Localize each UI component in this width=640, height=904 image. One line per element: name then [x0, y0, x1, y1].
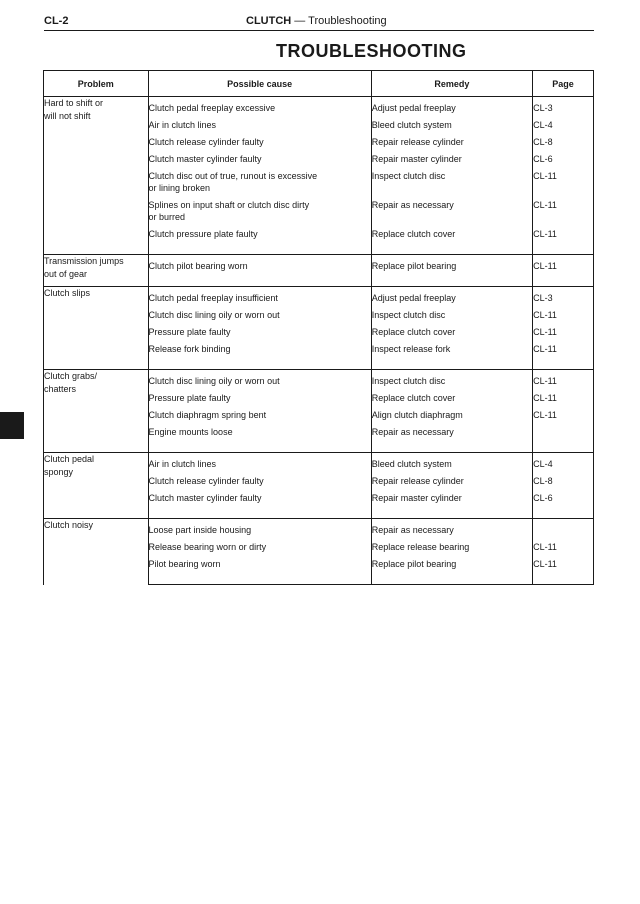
remedy-cell [371, 519, 532, 538]
page-number: CL-2 [44, 15, 69, 27]
cause-cell [148, 388, 371, 405]
cause-cell [148, 255, 371, 287]
cause-cell [148, 149, 371, 166]
column-header-page: Page [533, 71, 594, 97]
page-cell [533, 322, 594, 339]
page-cell [533, 471, 594, 488]
cause-cell [148, 322, 371, 339]
cause-cell [148, 519, 371, 538]
cause-cell-text: Clutch release cylinder faulty [148, 476, 264, 486]
cause-cell-text: Release fork binding [148, 344, 231, 354]
remedy-cell-text: Replace release bearing [371, 542, 470, 552]
page-cell [533, 388, 594, 405]
side-thumb-tab [0, 412, 24, 439]
remedy-cell [371, 537, 532, 554]
remedy-cell-text: Replace clutch cover [371, 229, 456, 239]
page-cell-text: CL-4 [533, 459, 553, 469]
table-body [44, 97, 594, 585]
cause-cell [148, 471, 371, 488]
cause-cell [148, 405, 371, 422]
remedy-cell-text: Repair master cylinder [371, 493, 462, 503]
remedy-cell-text: Replace clutch cover [371, 393, 456, 403]
page-cell-text [533, 422, 593, 440]
page-cell-text: CL-11 [533, 559, 557, 569]
page-cell-text: CL-11 [533, 344, 557, 354]
page-cell [533, 132, 594, 149]
page-cell [533, 519, 594, 538]
cause-cell-text: Clutch pressure plate faulty [148, 229, 258, 239]
problem-cell: Clutch grabs/ chatters [44, 370, 149, 453]
cause-cell-text: Clutch release cylinder faulty [148, 137, 264, 147]
remedy-cell [371, 388, 532, 405]
cause-cell-text: Pressure plate faulty [148, 327, 231, 337]
cause-cell [148, 453, 371, 472]
remedy-cell-text: Inspect release fork [371, 344, 451, 354]
table-header-row [44, 71, 594, 97]
remedy-cell [371, 255, 532, 287]
page-cell [533, 166, 594, 195]
remedy-cell-text: Inspect clutch disc [371, 171, 446, 181]
remedy-cell-text: Adjust pedal freeplay [371, 103, 456, 113]
remedy-cell-text: Replace clutch cover [371, 327, 456, 337]
remedy-cell [371, 405, 532, 422]
page-cell-text [533, 519, 593, 525]
page-cell-text: CL-11 [533, 327, 557, 337]
table-row [44, 370, 594, 389]
table-row [44, 287, 594, 306]
page-cell [533, 405, 594, 422]
remedy-cell [371, 471, 532, 488]
page-cell-text: CL-6 [533, 154, 553, 164]
cause-cell [148, 115, 371, 132]
page-cell-text: CL-11 [533, 310, 557, 320]
table-row [44, 519, 594, 538]
cause-cell [148, 195, 371, 224]
page-cell [533, 370, 594, 389]
cause-cell [148, 339, 371, 370]
section-name: CLUTCH [246, 15, 292, 27]
remedy-cell-text: Bleed clutch system [371, 120, 452, 130]
cause-cell [148, 370, 371, 389]
cause-cell-text: Clutch pilot bearing worn [148, 261, 248, 271]
remedy-cell [371, 132, 532, 149]
remedy-cell-text: Adjust pedal freeplay [371, 293, 456, 303]
cause-cell [148, 166, 371, 195]
remedy-cell-text: Repair release cylinder [371, 137, 464, 147]
cause-cell-text: Clutch pedal freeplay insufficient [148, 293, 278, 303]
header-rule [44, 30, 594, 31]
column-header-remedy: Remedy [371, 71, 532, 97]
page-cell [533, 453, 594, 472]
remedy-cell-text: Bleed clutch system [371, 459, 452, 469]
cause-cell-text: Clutch master cylinder faulty [148, 493, 262, 503]
remedy-cell [371, 453, 532, 472]
problem-cell: Clutch slips [44, 287, 149, 370]
remedy-cell [371, 422, 532, 453]
page-cell [533, 224, 594, 255]
cause-cell [148, 305, 371, 322]
page-cell [533, 422, 594, 453]
cause-cell-text: Loose part inside housing [148, 525, 252, 535]
remedy-cell [371, 166, 532, 195]
cause-cell-text: Clutch disc out of true, runout is excessive or lining broken [148, 171, 318, 193]
header-separator: — [291, 15, 309, 27]
cause-cell [148, 287, 371, 306]
remedy-cell-text: Align clutch diaphragm [371, 410, 463, 420]
page-cell [533, 97, 594, 116]
remedy-cell [371, 322, 532, 339]
page-cell [533, 255, 594, 287]
remedy-cell [371, 488, 532, 519]
running-header [246, 15, 387, 27]
cause-cell-text: Pilot bearing worn [148, 559, 221, 569]
page-cell-text: CL-11 [533, 410, 557, 420]
cause-cell [148, 97, 371, 116]
page-cell-text: CL-8 [533, 476, 553, 486]
remedy-cell-text: Replace pilot bearing [371, 559, 457, 569]
problem-cell: Transmission jumps out of gear [44, 255, 149, 287]
column-header-problem: Problem [44, 71, 149, 97]
cause-cell [148, 554, 371, 585]
remedy-cell-text: Repair as necessary [371, 427, 454, 437]
remedy-cell [371, 195, 532, 224]
table-row [44, 255, 594, 287]
page-cell [533, 287, 594, 306]
remedy-cell [371, 287, 532, 306]
remedy-cell [371, 305, 532, 322]
cause-cell-text: Air in clutch lines [148, 120, 217, 130]
remedy-cell-text: Repair release cylinder [371, 476, 464, 486]
cause-cell [148, 422, 371, 453]
remedy-cell [371, 554, 532, 585]
page-cell-text: CL-4 [533, 120, 553, 130]
remedy-cell [371, 115, 532, 132]
page-cell-text: CL-3 [533, 103, 553, 113]
cause-cell-text: Clutch disc lining oily or worn out [148, 310, 280, 320]
cause-cell-text: Engine mounts loose [148, 427, 233, 437]
page-cell [533, 339, 594, 370]
page-cell [533, 488, 594, 519]
remedy-cell-text: Replace pilot bearing [371, 261, 457, 271]
remedy-cell [371, 149, 532, 166]
page-cell [533, 115, 594, 132]
cause-cell-text: Splines on input shaft or clutch disc dirty or burred [148, 200, 310, 222]
remedy-cell-text: Inspect clutch disc [371, 376, 446, 386]
table-row [44, 453, 594, 472]
cause-cell-text: Air in clutch lines [148, 459, 217, 469]
page-cell [533, 195, 594, 224]
page-cell-text: CL-11 [533, 261, 557, 271]
remedy-cell-text: Repair as necessary [371, 525, 454, 535]
page-cell [533, 305, 594, 322]
problem-cell: Hard to shift or will not shift [44, 97, 149, 255]
subsection-name: Troubleshooting [308, 15, 387, 27]
page-cell-text: CL-11 [533, 376, 557, 386]
page-cell-text: CL-8 [533, 137, 553, 147]
cause-cell-text: Release bearing worn or dirty [148, 542, 267, 552]
cause-cell [148, 488, 371, 519]
remedy-cell-text: Inspect clutch disc [371, 310, 446, 320]
problem-cell: Clutch pedal spongy [44, 453, 149, 519]
column-header-cause: Possible cause [148, 71, 371, 97]
page-cell-text: CL-6 [533, 493, 553, 503]
cause-cell-text: Pressure plate faulty [148, 393, 231, 403]
page-cell [533, 554, 594, 585]
cause-cell [148, 537, 371, 554]
cause-cell-text: Clutch master cylinder faulty [148, 154, 262, 164]
problem-cell: Clutch noisy [44, 519, 149, 585]
page-cell-text: CL-11 [533, 393, 557, 403]
remedy-cell [371, 97, 532, 116]
remedy-cell [371, 339, 532, 370]
page-cell-text: CL-11 [533, 171, 557, 181]
page-cell [533, 537, 594, 554]
remedy-cell-text: Repair master cylinder [371, 154, 462, 164]
cause-cell-text: Clutch diaphragm spring bent [148, 410, 267, 420]
troubleshooting-table [43, 70, 594, 585]
remedy-cell [371, 370, 532, 389]
table-row [44, 97, 594, 116]
page-cell-text: CL-11 [533, 542, 557, 552]
page-cell-text: CL-11 [533, 200, 557, 210]
page-cell-text: CL-3 [533, 293, 553, 303]
cause-cell [148, 224, 371, 255]
page-cell-text: CL-11 [533, 229, 557, 239]
cause-cell-text: Clutch pedal freeplay excessive [148, 103, 276, 113]
page-cell [533, 149, 594, 166]
remedy-cell-text: Repair as necessary [371, 200, 454, 210]
cause-cell-text: Clutch disc lining oily or worn out [148, 376, 280, 386]
cause-cell [148, 132, 371, 149]
page-title-text: TROUBLESHOOTING [276, 41, 467, 61]
remedy-cell [371, 224, 532, 255]
